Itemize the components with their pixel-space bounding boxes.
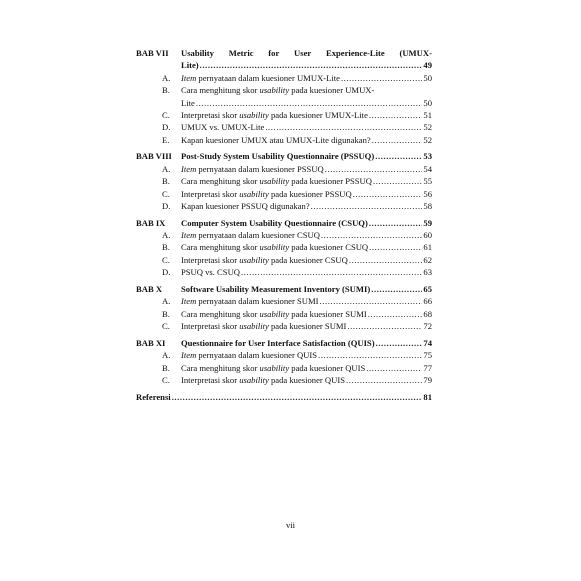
toc-item[interactable]: B. Cara menghitung skor usability pada kuesioner QUIS ..... 77: [136, 362, 432, 374]
page-number: 50: [423, 72, 432, 83]
dot-leader: [311, 200, 423, 212]
toc-item[interactable]: D. UMUX vs. UMUX-Lite ..... 52: [136, 121, 432, 133]
item-title: Cara menghitung skor usability pada kuesioner SUMI: [181, 308, 367, 319]
page-number: 59: [423, 217, 432, 228]
dot-leader: [353, 188, 423, 200]
page-number: 62: [423, 254, 432, 265]
page-number: 65: [423, 283, 432, 294]
page-number: 53: [423, 151, 432, 162]
toc-item[interactable]: C. Interpretasi skor usability pada kuesioner PSSUQ ..... 56: [136, 188, 432, 200]
page-number: 50: [423, 97, 432, 108]
dot-leader: [366, 362, 422, 374]
chapter-heading-line2[interactable]: [136, 59, 432, 71]
references-label: Referensi: [136, 391, 171, 402]
item-title: Interpretasi skor usability pada kuesioner PSSUQ: [181, 188, 352, 199]
item-title: Item pernyataan dalam kuesioner UMUX-Lite: [181, 72, 340, 83]
page-number: 77: [423, 362, 432, 373]
toc-chapter-7: [136, 47, 432, 146]
page-number: 60: [423, 230, 432, 241]
chapter-title: Post-Study System Usability Questionnaire (PSSUQ): [181, 151, 375, 162]
dot-leader: [369, 109, 423, 121]
item-title-continued: Lite: [181, 97, 195, 108]
dot-leader: [372, 134, 423, 146]
footer-page-number: vii: [285, 520, 296, 530]
chapter-label: BAB VIII: [136, 151, 172, 162]
dot-leader: [321, 229, 423, 241]
chapter-title: Software Usability Measurement Inventory (SUMI): [181, 283, 371, 294]
item-title: Item pernyataan dalam kuesioner QUIS: [181, 350, 318, 361]
page-number: 72: [423, 321, 432, 332]
chapter-title: Questionnaire for User Interface Satisfaction (QUIS): [181, 337, 375, 348]
chapter-label: BAB XI: [136, 337, 166, 348]
table-of-contents: [136, 47, 432, 403]
page-number: 75: [423, 350, 432, 361]
toc-item[interactable]: E. Kapan kuesioner UMUX atau UMUX-Lite digunakan? ..... 52: [136, 134, 432, 146]
page-number: 81: [423, 391, 432, 402]
chapter-heading-line[interactable]: [136, 47, 432, 59]
page-number: 54: [423, 163, 432, 174]
page-number: 66: [423, 296, 432, 307]
item-title: Cara menghitung skor usability pada kuesioner PSSUQ: [181, 176, 372, 187]
dot-leader: [318, 349, 422, 361]
dot-leader: [265, 121, 422, 133]
toc-item[interactable]: A. Item pernyataan dalam kuesioner QUIS ..... 75: [136, 349, 432, 361]
toc-item[interactable]: A. Item pernyataan dalam kuesioner PSSUQ ..... 54: [136, 163, 432, 175]
toc-item[interactable]: B. Cara menghitung skor usability pada kuesioner SUMI ..... 68: [136, 308, 432, 320]
chapter-label: BAB VII: [136, 48, 169, 58]
item-title: Interpretasi skor usability pada kuesioner CSUQ: [181, 254, 348, 265]
dot-leader: [196, 97, 423, 109]
toc-item[interactable]: B. Cara menghitung skor usability pada kuesioner PSSUQ ..... 55: [136, 175, 432, 187]
page-number: 58: [423, 201, 432, 212]
dot-leader: [376, 337, 423, 349]
dot-leader: [341, 72, 422, 84]
chapter-heading-line[interactable]: [136, 217, 432, 229]
dot-leader: [369, 241, 422, 253]
toc-item[interactable]: C. Interpretasi skor usability pada kuesioner QUIS ..... 79: [136, 374, 432, 386]
dot-leader: [347, 320, 422, 332]
page-number: 56: [423, 188, 432, 199]
dot-leader: [349, 254, 423, 266]
item-title: Interpretasi skor usability pada kuesioner QUIS: [181, 374, 345, 385]
item-title: Cara menghitung skor usability pada kuesioner QUIS: [181, 362, 366, 373]
toc-item[interactable]: A. Item pernyataan dalam kuesioner UMUX-Lite ..... 50: [136, 72, 432, 84]
item-title: Interpretasi skor usability pada kuesioner UMUX-Lite: [181, 110, 368, 121]
item-title: Interpretasi skor usability pada kuesioner SUMI: [181, 321, 347, 332]
chapter-heading-line[interactable]: [136, 337, 432, 349]
chapter-title: Computer System Usability Questionnaire (CSUQ): [181, 217, 368, 228]
dot-leader: [172, 391, 423, 403]
item-title: Kapan kuesioner UMUX atau UMUX-Lite digunakan?: [181, 134, 371, 145]
toc-item-continued[interactable]: [136, 97, 432, 109]
dot-leader: [368, 308, 423, 320]
page-number: 52: [423, 122, 432, 133]
toc-item[interactable]: A. Item pernyataan dalam kuesioner CSUQ ..... 60: [136, 229, 432, 241]
dot-leader: [241, 266, 422, 278]
item-title: Cara menghitung skor usability pada kuesioner UMUX-: [181, 85, 375, 96]
dot-leader: [373, 175, 422, 187]
page-number: 52: [423, 134, 432, 145]
page-number: 74: [423, 337, 432, 348]
item-title: Item pernyataan dalam kuesioner CSUQ: [181, 230, 320, 241]
references-line[interactable]: [136, 391, 432, 403]
toc-chapter-9: [136, 217, 432, 279]
item-title: Item pernyataan dalam kuesioner SUMI: [181, 296, 319, 307]
toc-item[interactable]: D. PSUQ vs. CSUQ ..... 63: [136, 266, 432, 278]
dot-leader: [371, 283, 422, 295]
item-title: PSUQ vs. CSUQ: [181, 267, 240, 278]
item-title: Kapan kuesioner PSSUQ digunakan?: [181, 201, 310, 212]
page-number: 55: [423, 176, 432, 187]
item-title: Cara menghitung skor usability pada kuesioner CSUQ: [181, 242, 369, 253]
chapter-label: BAB IX: [136, 217, 166, 228]
toc-item[interactable]: B. Cara menghitung skor usability pada kuesioner CSUQ ..... 61: [136, 241, 432, 253]
page-number: 79: [423, 374, 432, 385]
dot-leader: [200, 59, 423, 71]
toc-item[interactable]: B. Cara menghitung skor usability pada kuesioner UMUX-: [162, 85, 375, 96]
dot-leader: [325, 163, 423, 175]
item-title: Item pernyataan dalam kuesioner PSSUQ: [181, 163, 324, 174]
page-number: 51: [423, 110, 432, 121]
toc-chapter-8: [136, 150, 432, 212]
toc-chapter-10: [136, 283, 432, 333]
toc-item[interactable]: C. Interpretasi skor usability pada kuesioner SUMI ..... 72: [136, 320, 432, 332]
toc-item[interactable]: D. Kapan kuesioner PSSUQ digunakan? ..... 58: [136, 200, 432, 212]
chapter-label: BAB X: [136, 283, 163, 294]
page-number: 63: [423, 267, 432, 278]
dot-leader: [369, 217, 423, 229]
chapter-heading-line[interactable]: [136, 150, 432, 162]
chapter-title-line1: Usability Metric for User Experience-Lite (UMUX-: [181, 48, 432, 58]
dot-leader: [375, 150, 422, 162]
toc-item[interactable]: A. Item pernyataan dalam kuesioner SUMI ..... 66: [136, 295, 432, 307]
toc-item[interactable]: C. Interpretasi skor usability pada kuesioner CSUQ ..... 62: [136, 254, 432, 266]
dot-leader: [319, 295, 422, 307]
item-title: UMUX vs. UMUX-Lite: [181, 122, 265, 133]
page-number: 68: [423, 308, 432, 319]
chapter-title-line2: Lite): [181, 60, 199, 71]
page-number: 61: [423, 242, 432, 253]
toc-chapter-11: [136, 337, 432, 387]
toc-item[interactable]: C. Interpretasi skor usability pada kuesioner UMUX-Lite ..... 51: [136, 109, 432, 121]
toc-references: [136, 391, 432, 403]
page-number: 49: [423, 60, 432, 71]
dot-leader: [346, 374, 422, 386]
chapter-heading-line[interactable]: [136, 283, 432, 295]
